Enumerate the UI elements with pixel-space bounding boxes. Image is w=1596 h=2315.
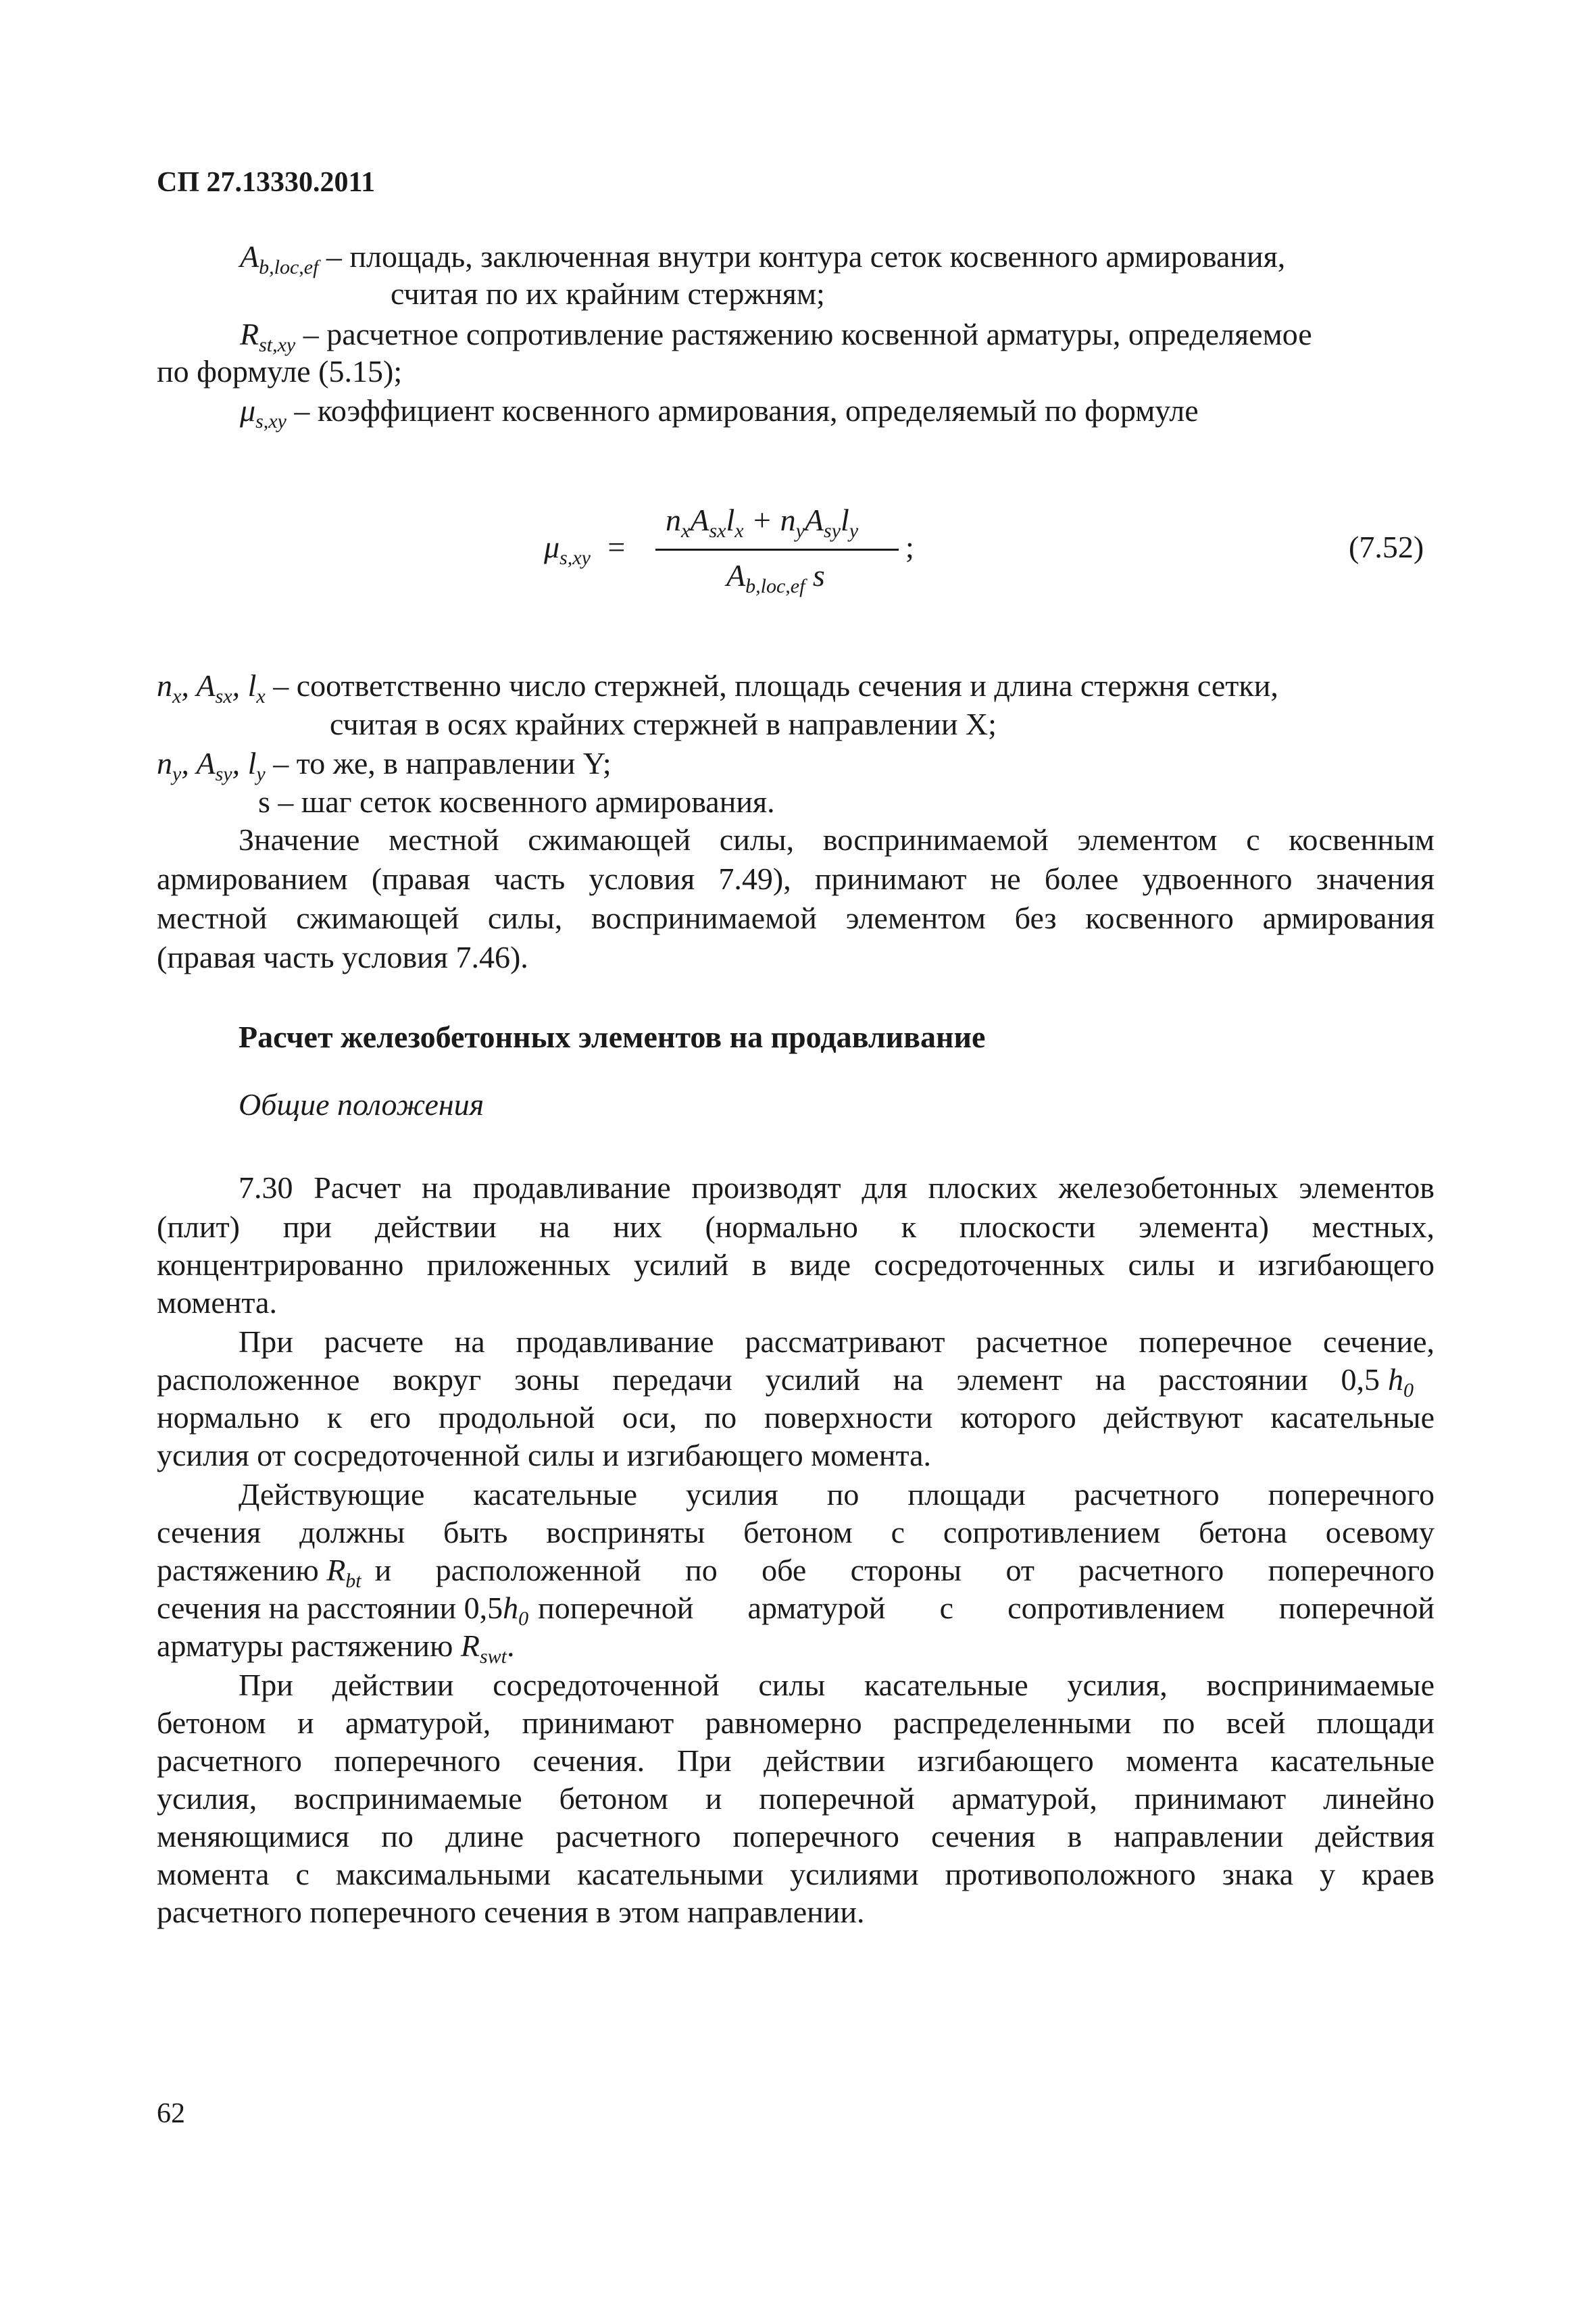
paragraph-line: армированием (правая часть условия 7.49), принимают не более удвоенного значения <box>157 862 1435 896</box>
symbol-sub: s,xy <box>255 410 286 432</box>
fraction-line <box>655 549 899 551</box>
paragraph-line: 7.30 Расчет на продавливание производят для плоских железобетонных элементов <box>239 1170 1435 1205</box>
paragraph-line <box>157 1588 1435 1628</box>
definition-rst-xy-cont: по формуле (5.15); <box>157 354 403 389</box>
paragraph-line: расчетного поперечного сечения в этом направлении. <box>157 1895 865 1929</box>
paragraph-line: арматуры растяжению $R_{swt}$. <box>157 1628 515 1668</box>
symbol-sub: b,loc,ef <box>259 256 319 278</box>
paragraph-line: бетоном и арматурой, принимают равномерно распределенными по всей площади <box>157 1706 1435 1740</box>
paragraph-line: При расчете на продавливание рассматривают расчетное поперечное сечение, <box>239 1324 1435 1359</box>
definition-text: – то же, в направлении Y; <box>265 746 612 780</box>
rbt-symbol: $R_{bt}$ <box>326 1553 361 1592</box>
definition-text: – расчетное сопротивление растяжению косвенной арматуры, определяемое <box>295 317 1312 351</box>
paragraph-line: Значение местной сжимающей силы, воспринимаемой элементом с косвенным <box>239 822 1435 857</box>
symbol: μ <box>240 393 256 428</box>
definition-ny-asy-ly: $n_y$, $A_{sy}$, $l_y$ – то же, в направлении Y; <box>157 746 612 785</box>
paragraph-line: меняющимися по длине расчетного поперечного сечения в направлении действия <box>157 1819 1435 1853</box>
paragraph-line: Действующие касательные усилия по площади расчетного поперечного <box>239 1477 1435 1512</box>
h0-symbol: $h_0$ <box>1388 1362 1414 1401</box>
definition-ab-loc-ef-cont: считая по их крайним стержням; <box>391 276 825 311</box>
paragraph-line: момента. <box>157 1285 277 1320</box>
formula-lhs-sub: s,xy <box>559 547 591 569</box>
symbol: A <box>240 239 259 274</box>
paragraph-line: усилия, воспринимаемые бетоном и поперечной арматурой, принимают линейно <box>157 1781 1435 1816</box>
formula-lhs <box>544 527 625 568</box>
paragraph-text: поперечной арматурой с сопротивлением поперечной <box>538 1591 1435 1625</box>
definition-nx-cont: считая в осях крайних стержней в направлении X; <box>330 707 997 741</box>
formula-denominator: $A_{b,loc,ef}$ s <box>726 558 825 597</box>
formula-semicolon: ; <box>905 530 914 564</box>
formula-numerator: $n_xA_{sx}l_x + n_yA_{sy}l_y$ <box>666 503 859 542</box>
paragraph-line: При действии сосредоточенной силы касательные усилия, воспринимаемые <box>239 1668 1435 1702</box>
paragraph-line: расчетного поперечного сечения. При действии изгибающего момента касательные <box>157 1743 1435 1778</box>
definition-text: – соответственно число стержней, площадь сечения и длина стержня сетки, <box>265 668 1278 703</box>
formula-number: (7.52) <box>1349 530 1424 564</box>
formula-equals: = <box>607 530 626 564</box>
rswt-symbol: $R_{swt}$ <box>460 1628 507 1668</box>
paragraph-text: растяжению <box>157 1553 319 1587</box>
paragraph-line: нормально к его продольной оси, по поверхности которого действуют касательные <box>157 1400 1435 1435</box>
definition-mu-s-xy <box>240 391 1199 431</box>
paragraph-line: (правая часть условия 7.46). <box>157 940 528 974</box>
paragraph-line: усилия от сосредоточенной силы и изгибающего момента. <box>157 1438 932 1472</box>
paragraph-line: местной сжимающей силы, воспринимаемой элементом без косвенного армирования <box>157 901 1435 935</box>
definition-text: – коэффициент косвенного армирования, определяемый по формуле <box>286 393 1199 428</box>
paragraph-line: концентрированно приложенных усилий в виде сосредоточенных силы и изгибающего <box>157 1247 1435 1282</box>
paragraph-text: расположенное вокруг зоны передачи усилий на элемент на расстоянии 0,5 <box>157 1362 1380 1397</box>
h0-symbol: $h_0$ <box>503 1591 529 1630</box>
definition-nx-asx-lx: $n_x$, $A_{sx}$, $l_x$ – соответственно число стержней, площадь сечения и длина стержня сетки, <box>157 668 1278 707</box>
definition-s: s – шаг сеток косвенного армирования. <box>258 785 775 819</box>
symbol: R <box>240 317 259 351</box>
paragraph-line: сечения должны быть восприняты бетоном с сопротивлением бетона осевому <box>157 1515 1435 1549</box>
subsection-heading: Общие положения <box>239 1087 484 1122</box>
definition-text: – площадь, заключенная внутри контура сеток косвенного армирования, <box>318 239 1286 274</box>
definition-rst-xy <box>240 314 1312 355</box>
paragraph-line <box>157 1360 1435 1400</box>
paragraph-text: и расположенной по обе стороны от расчетного поперечного <box>374 1553 1435 1587</box>
formula-lhs-symbol: μ <box>544 530 560 564</box>
paragraph-text: сечения на расстоянии 0,5 <box>157 1591 503 1625</box>
paragraph-line: момента с максимальными касательными усилиями противоположного знака у краев <box>157 1857 1435 1891</box>
symbol-sub: st,xy <box>259 334 296 356</box>
paragraph-text: арматуры растяжению <box>157 1628 453 1663</box>
section-heading: Расчет железобетонных элементов на продавливание <box>239 1020 986 1054</box>
page-number: 62 <box>157 2098 185 2129</box>
paragraph-line <box>157 1550 1435 1591</box>
definition-ab-loc-ef <box>240 237 1285 277</box>
document-header: СП 27.13330.2011 <box>157 167 376 198</box>
paragraph-line: (плит) при действии на них (нормально к плоскости элемента) местных, <box>157 1210 1435 1244</box>
